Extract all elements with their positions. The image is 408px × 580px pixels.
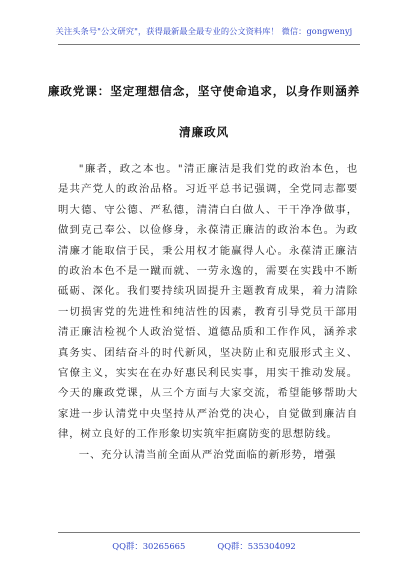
document-body	[58, 159, 358, 465]
footer-qq-group-1: QQ群：30265665	[112, 541, 186, 551]
body-paragraph-1: "廉者，政之本也。"清正廉洁是我们党的政治本色，也是共产党人的政治品格。习近平总书记强调，全党同志都要明大德、守公德、严私德，清清白白做人、干干净净做事，做到克己奉公、以俭修身，永葆清正廉洁的政治本色。为政清廉才能取信于民，秉公用权才能赢得人心。永葆清正廉洁的政治本色不是一蹴而就、一劳永逸的，需要在实践中不断砥砺、深化。我们要持续巩固提升主题教育成果，着力清除一切损害党的先进性和纯洁性的因素，教育引导党员干部用清正廉洁检视个人政治觉悟、道德品质和工作作风，涵养求真务实、团结奋斗的时代新风，坚决防止和克服形式主义、官僚主义，实实在在办好惠民利民实事，用实干推动发展。今天的廉政党课，从三个方面与大家交流，希望能够帮助大家进一步认清党中央坚持从严治党的决心，自觉做到廉洁自律，树立良好的工作形象切实筑牢拒腐防变的思想防线。	[58, 163, 358, 441]
footer-qq-group-2: QQ群：535304092	[217, 541, 296, 551]
document-title-line-1: 廉政党课：坚定理想信念，坚守使命追求，以身作则涵养	[47, 84, 361, 98]
document-title-line-2: 清廉政风	[179, 125, 229, 139]
footer-contact	[0, 540, 408, 552]
body-paragraph-2: 一、充分认清当前全面从严治党面临的新形势，增强	[78, 448, 337, 461]
header-promo-text: 关注头条号"公文研究"，获得最新最全最专业的公文资料库！ 微信：gongwenyj	[55, 26, 353, 36]
footer-divider	[58, 532, 360, 533]
header-divider	[58, 44, 360, 45]
